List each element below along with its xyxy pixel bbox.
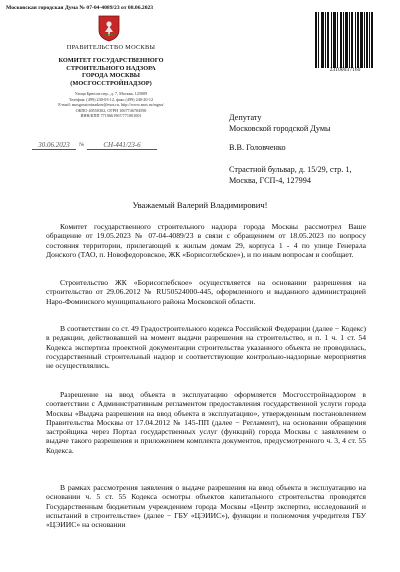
recipient-name: В.В. Головченко — [229, 143, 286, 152]
committee-line: (МОСГОССТРОЙНАДЗОР) — [70, 79, 152, 87]
government-title: ПРАВИТЕЛЬСТВО МОСКВЫ — [66, 44, 156, 51]
outgoing-date: 30.06.2023 — [32, 141, 76, 150]
contact-line: ОКПО 40550302, ОГРН 1067746704590 — [75, 107, 147, 113]
outgoing-number: СН-441/23-6 — [87, 141, 157, 150]
barcode-icon — [315, 12, 373, 68]
recipient-address: Москва, ГСП-4, 127994 — [229, 176, 311, 185]
paragraph-text: Комитет государственного строительного надзора города Москвы рассмотрел Ваше обращение от 19.05.2023 № 07-04-4089/23 в связи с обращением от 18.05.2023 по вопросу состояния территории, прилегающей к жилым домам 29, корпуса 1 - 4 по улице Генерала Донского (ТАО, п. Новофедоровское, ЖК «Борисоглебское»), и по иным вопросам и сообщает. — [46, 222, 366, 259]
body-paragraph — [46, 222, 366, 259]
paragraph-text: Разрешение на ввод объекта в эксплуатацию оформляется Мосгосстройнадзором в соответствии с Административным регламентом предоставления государственной услуги города Москвы «Выдача разрешения на ввод объекта в эксплуатацию», утвержденным постановлением Правительства Москвы от 17.04.2012 № 145-ПП (далее − Регламент), на основании обращения застройщика через Портал государственных услуг (функций) города Москвы с заявлением о выдаче такого разрешения и приложением комплекта документов, предусмотренного ч. 3, 4 ст. 55 Кодекса. — [46, 390, 366, 455]
committee-line: СТРОИТЕЛЬНОГО НАДЗОРА — [66, 64, 156, 72]
outgoing-registration — [32, 141, 182, 153]
sender-contacts — [40, 91, 182, 119]
moscow-coat-of-arms-icon — [97, 14, 121, 42]
number-sign: № — [79, 142, 85, 148]
committee-name — [50, 57, 172, 87]
registration-stamp-line: Московская городская Дума № 07-04-4089/23 от 08.06.2023 — [6, 5, 154, 11]
body-paragraph — [46, 483, 366, 529]
paragraph-text: В соответствии со ст. 49 Градостроительного кодекса Российской Федерации (далее − Кодекс) в редакции, действовавшей на момент выдачи разрешения на строительство, и п. 1 ч. 1 ст. 54 Кодекса экспертиза проектной документации строительства указанного объекта не проводилась, государственный строительный надзор и соответствующие контрольно-надзорные мероприятия не осуществлялись. — [46, 324, 366, 371]
committee-line: КОМИТЕТ ГОСУДАРСТВЕННОГО — [58, 57, 164, 64]
body-paragraph — [46, 390, 366, 455]
contact-line: Улица Брюсов пер., д. 7, Москва, 125009 — [74, 91, 148, 96]
recipient-address: Страстной бульвар, д. 15/29, стр. 1, — [229, 165, 352, 174]
body-paragraph — [46, 324, 366, 370]
committee-line: ГОРОДА МОСКВЫ — [81, 72, 140, 80]
body-paragraph — [46, 278, 366, 306]
contact-line: Телефон: (499) 240-03-12, факс (499) 240-20-12 — [68, 96, 154, 102]
paragraph-text: В рамках рассмотрения заявления о выдаче разрешения на ввод объекта в эксплуатацию на основании ч. 5 ст. 55 Кодекса осмотры объектов капитального строительства проводятся Государственным бюджетным учреждением города Москвы «Центр экспертиз, исследований и испытаний в строительстве» (далее − ГБУ «ЦЭИИС»), функции и полномочия учредителя ГБУ «ЦЭИИС» на основании — [46, 483, 366, 530]
barcode-number: 23100037160 — [329, 67, 361, 73]
contact-line: ИНН/КПП 7710661967/771001001 — [80, 113, 142, 119]
recipient-line: Депутату — [229, 113, 262, 122]
recipient-line: Московской городской Думы — [229, 124, 331, 133]
greeting: Уважаемый Валерий Владимирович! — [132, 200, 268, 210]
contact-line: E-mail: mosgosstroinadzor@mos.ru, http://www.mos.ru/mgsn/ — [58, 102, 164, 108]
paragraph-text: Строительство ЖК «Борисоглебское» осуществляется на основании разрешения на строительство от 29.06.2012 № RU50524000-445, оформленного и выданного администрацией Наро-Фоминского муниципального района Московской области. — [46, 278, 366, 306]
